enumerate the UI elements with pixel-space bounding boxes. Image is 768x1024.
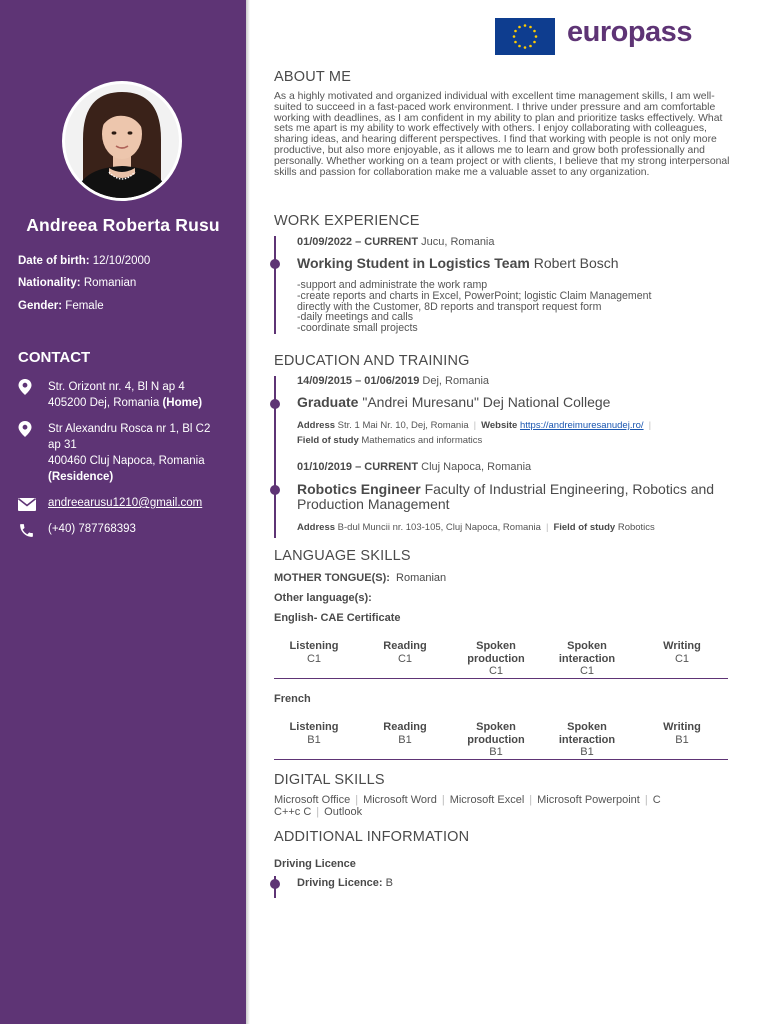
- additional-title: ADDITIONAL INFORMATION: [274, 829, 470, 845]
- skill-item: Outlook: [324, 806, 363, 818]
- french-levels-table: [274, 714, 728, 760]
- edu2-org: Faculty of Industrial Engineering, Robotics and Production Management: [297, 481, 715, 512]
- email-item: [18, 495, 238, 513]
- french-reading: [365, 721, 445, 746]
- mother-tongue: [274, 572, 446, 584]
- edu1-field-label: Field of study: [297, 435, 359, 446]
- phone-item: [18, 521, 238, 539]
- reading-level: C1: [397, 652, 413, 665]
- phone-icon: [18, 522, 38, 538]
- work-timeline-dot: [270, 259, 280, 269]
- driving-licence-heading: [274, 858, 356, 870]
- duty-item: -support and administrate the work ramp: [297, 279, 488, 291]
- edu1-field: [297, 435, 482, 446]
- edu2-field-label: Field of study: [553, 522, 616, 533]
- french-spoken-production: [456, 721, 536, 759]
- skill-item: Microsoft Excel: [449, 794, 525, 806]
- english-spoken-production: [456, 640, 536, 678]
- french-writing: [642, 721, 722, 746]
- english-listening: [274, 640, 354, 665]
- english-label: English- CAE Certificate: [274, 612, 401, 624]
- person-name: Andreea Roberta Rusu: [26, 215, 220, 235]
- duty-item: directly with the Customer, 8D reports and transport request form: [297, 300, 602, 313]
- work-role: [297, 256, 727, 271]
- education-timeline-dot: [270, 485, 280, 495]
- edu2-role: [297, 482, 727, 512]
- spoken-interaction-header: Spoken: [567, 721, 607, 733]
- duty-item: -daily meetings and calls: [297, 311, 413, 324]
- work-timeline: [274, 236, 276, 334]
- spoken-interaction-level: B1: [580, 746, 594, 758]
- nationality: [18, 277, 136, 289]
- french-listening: [274, 721, 354, 746]
- listening-level: C1: [306, 652, 322, 665]
- french-spoken-interaction: [547, 721, 627, 759]
- edu2-field-value: Robotics: [617, 522, 655, 533]
- edu1-address: Address Str. 1 Mai Nr. 10, Dej, Romania | Website https://andreimuresanudej.ro/ |: [297, 420, 652, 431]
- mother-tongue-label: MOTHER TONGUE(S):: [274, 572, 390, 584]
- digital-title: DIGITAL SKILLS: [274, 772, 385, 788]
- skill-item: C: [652, 794, 661, 806]
- edu2-location: Cluj Napoca, Romania: [421, 461, 532, 473]
- residence-tag: (Residence): [48, 471, 114, 483]
- edu1-date-range: 14/09/2015 – 01/06/2019: [297, 375, 420, 387]
- profile-photo: [62, 81, 182, 201]
- reading-level: B1: [398, 733, 412, 746]
- education-timeline-dot: [270, 399, 280, 409]
- skill-item: Microsoft Office: [274, 794, 351, 806]
- other-languages-label: Other language(s):: [274, 592, 372, 604]
- reading-header: Reading: [383, 640, 427, 652]
- listening-level: B1: [307, 733, 321, 746]
- edu1-website-label: Website: [481, 420, 518, 431]
- edu1-org: "Andrei Muresanu" Dej National College: [362, 394, 611, 410]
- edu1-website-link[interactable]: https://andreimuresanudej.ro/: [519, 420, 644, 431]
- gender-value: Female: [65, 300, 104, 312]
- sidebar: [0, 0, 246, 1024]
- home-address-line1: Str. Orizont nr. 4, Bl N ap 4: [48, 381, 185, 393]
- nationality-label: Nationality:: [18, 277, 81, 289]
- driving-licence-label: Driving Licence:: [297, 877, 383, 889]
- listening-header: Listening: [289, 640, 339, 652]
- dob-label: Date of birth:: [18, 255, 90, 267]
- spoken-production-header: production: [467, 733, 525, 746]
- residence-address-line2: ap 31: [48, 439, 77, 451]
- edu2-address: Address B-dul Muncii nr. 103-105, Cluj Napoca, Romania | Field of study Robotics: [297, 522, 655, 533]
- edu1-location: Dej, Romania: [422, 375, 490, 387]
- writing-level: C1: [674, 652, 690, 665]
- work-title: WORK EXPERIENCE: [274, 213, 420, 229]
- email-link[interactable]: andreearusu1210@gmail.com: [48, 497, 203, 509]
- eu-flag-icon: [495, 18, 555, 55]
- edu2-role-title: Robotics Engineer: [297, 481, 421, 497]
- english-levels-table: [274, 633, 728, 679]
- dob-value: 12/10/2000: [92, 255, 151, 267]
- digital-skills-list: Microsoft Office | Microsoft Word | Microsoft Excel | Microsoft Powerpoint | C C++c C | Outlook: [274, 794, 661, 818]
- language-name: [274, 693, 311, 705]
- sidebar-divider: [246, 0, 250, 1024]
- home-address: [18, 379, 238, 413]
- spoken-interaction-header: interaction: [558, 652, 616, 665]
- skill-item: C++c C: [274, 806, 312, 818]
- phone-number: (+40) 787768393: [48, 523, 136, 535]
- languages-title: LANGUAGE SKILLS: [274, 548, 411, 564]
- edu1-address-label: Address: [297, 420, 336, 431]
- work-role-title: Working Student in Logistics Team: [297, 255, 530, 271]
- edu1-address-value: Str. 1 Mai Nr. 10, Dej, Romania: [337, 420, 469, 431]
- spoken-interaction-header: interaction: [558, 733, 616, 746]
- home-address-line2: 405200 Dej, Romania: [48, 397, 160, 409]
- listening-header: Listening: [289, 721, 339, 733]
- residence-address: [18, 421, 238, 487]
- additional-timeline-dot: [270, 879, 280, 889]
- date-of-birth: [18, 255, 150, 267]
- spoken-interaction-level: C1: [579, 665, 595, 677]
- edu2-date-range: 01/10/2019 – CURRENT: [297, 461, 419, 473]
- work-employer: Robert Bosch: [533, 255, 619, 271]
- spoken-production-level: B1: [489, 746, 503, 758]
- spoken-production-level: C1: [488, 665, 504, 677]
- home-tag: (Home): [162, 397, 203, 409]
- english-writing: [642, 640, 722, 665]
- edu1-field-value: Mathematics and informatics: [361, 435, 483, 446]
- gender-label: Gender:: [18, 300, 63, 312]
- english-spoken-interaction: [547, 640, 627, 678]
- education-title: EDUCATION AND TRAINING: [274, 353, 470, 369]
- skill-item: Microsoft Word: [363, 794, 437, 806]
- writing-level: B1: [675, 733, 689, 746]
- driving-licence: [297, 877, 393, 889]
- edu2-date: [297, 461, 531, 473]
- work-date-range: 01/09/2022 – CURRENT: [297, 236, 419, 248]
- edu2-address-value: B-dul Muncii nr. 103-105, Cluj Napoca, Romania: [337, 522, 541, 533]
- english-reading: [365, 640, 445, 665]
- other-languages: [274, 592, 372, 604]
- work-date: [297, 236, 495, 248]
- spoken-production-header: Spoken: [476, 721, 516, 733]
- writing-header: Writing: [663, 640, 701, 652]
- spoken-interaction-header: Spoken: [567, 640, 607, 652]
- europass-logo: [495, 18, 705, 56]
- work-duties: [297, 280, 717, 334]
- french-label: French: [274, 693, 311, 705]
- driving-licence-subtitle: Driving Licence: [274, 858, 356, 870]
- edu1-role: [297, 395, 727, 410]
- spoken-production-header: production: [467, 652, 525, 665]
- skill-item: Microsoft Powerpoint: [537, 794, 640, 806]
- about-text: As a highly motivated and organized individual with excellent time management skills, I am well-suited to succeed in a fast-paced work environment. I thrive under pressure and am comfortable working with deadlines, as I am confident in my ability to plan and prioritize tasks effectively. What sets me apart is my ability to work effectively with others. I enjoy collaborating with colleagues, sharing ideas, and hearing different perspectives. I find that working with people is not only more productive, but also more enjoyable, as it allows me to learn and grow both professionally and personally. Whether working on a team project or with clients, I believe that my strong interpersonal skills and passion for collaboration make me a valuable asset to any organization.: [274, 91, 730, 178]
- about-title: ABOUT ME: [274, 69, 352, 85]
- nationality-value: Romanian: [83, 277, 137, 289]
- europass-logo-text: europass: [567, 16, 692, 48]
- edu1-date: [297, 375, 489, 387]
- language-name: [274, 612, 401, 624]
- edu2-address-label: Address: [297, 522, 336, 533]
- edu1-role-title: Graduate: [297, 394, 359, 410]
- contact-title: CONTACT: [18, 349, 91, 366]
- envelope-icon: [18, 498, 38, 514]
- duty-item: -create reports and charts in Excel, PowerPoint; logistic Claim Management: [297, 289, 652, 302]
- spoken-production-header: Spoken: [476, 640, 516, 652]
- mother-tongue-value: Romanian: [396, 572, 447, 584]
- gender: [18, 300, 104, 312]
- residence-address-line3: 400460 Cluj Napoca, Romania: [48, 455, 205, 467]
- work-location: Jucu, Romania: [421, 236, 495, 248]
- reading-header: Reading: [383, 721, 427, 733]
- duty-item: -coordinate small projects: [297, 322, 418, 335]
- location-pin-icon: [18, 379, 38, 395]
- driving-licence-value: B: [385, 877, 393, 889]
- location-pin-icon: [18, 421, 38, 437]
- writing-header: Writing: [663, 721, 701, 733]
- residence-address-line1: Str Alexandru Rosca nr 1, Bl C2: [48, 423, 211, 435]
